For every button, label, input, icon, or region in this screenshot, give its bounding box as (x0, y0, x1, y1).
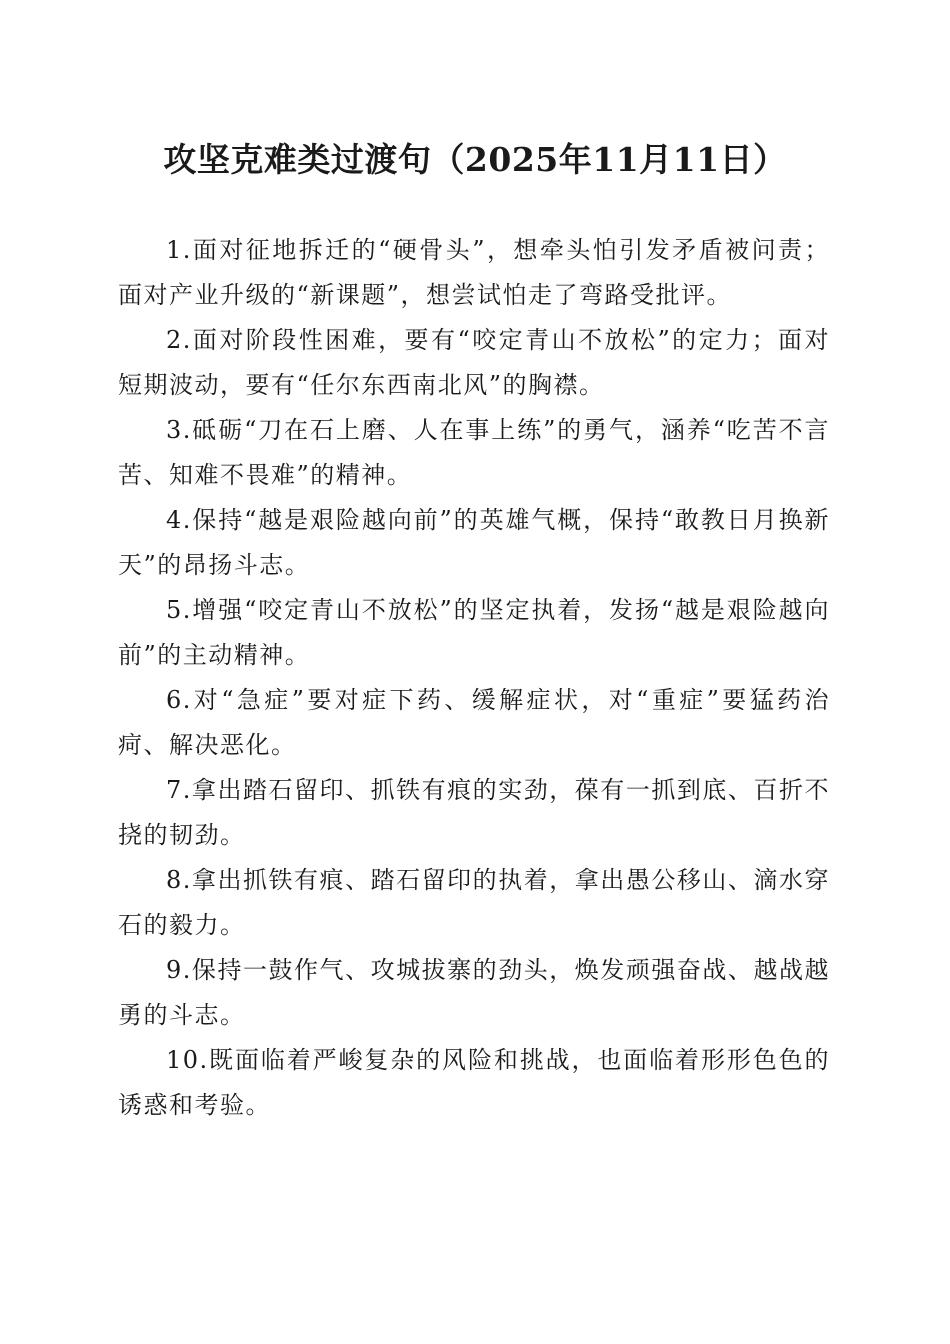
document-title: 攻坚克难类过渡句（2025年11月11日） (163, 140, 787, 179)
paragraph-2: 2.面对阶段性困难，要有“咬定青山不放松”的定力；面对短期波动，要有“任尔东西南北风”的胸襟。 (118, 326, 830, 399)
paragraph-1: 1.面对征地拆迁的“硬骨头”，想牵头怕引发矛盾被问责；面对产业升级的“新课题”，想尝试怕走了弯路受批评。 (118, 236, 830, 309)
paragraph-7: 7.拿出踏石留印、抓铁有痕的实劲，葆有一抓到底、百折不挠的韧劲。 (118, 776, 830, 849)
paragraph-8: 8.拿出抓铁有痕、踏石留印的执着，拿出愚公移山、滴水穿石的毅力。 (118, 866, 830, 939)
paragraph-9: 9.保持一鼓作气、攻城拔寨的劲头，焕发顽强奋战、越战越勇的斗志。 (118, 956, 830, 1029)
document-body (118, 228, 830, 1128)
paragraph-6: 6.对“急症”要对症下药、缓解症状，对“重症”要猛药治疴、解决恶化。 (118, 686, 830, 759)
paragraph-10: 10.既面临着严峻复杂的风险和挑战，也面临着形形色色的诱惑和考验。 (118, 1046, 830, 1119)
paragraph-3: 3.砥砺“刀在石上磨、人在事上练”的勇气，涵养“吃苦不言苦、知难不畏难”的精神。 (118, 416, 830, 489)
paragraph-4: 4.保持“越是艰险越向前”的英雄气概，保持“敢教日月换新天”的昂扬斗志。 (118, 506, 830, 579)
paragraph-5: 5.增强“咬定青山不放松”的坚定执着，发扬“越是艰险越向前”的主动精神。 (118, 596, 830, 669)
